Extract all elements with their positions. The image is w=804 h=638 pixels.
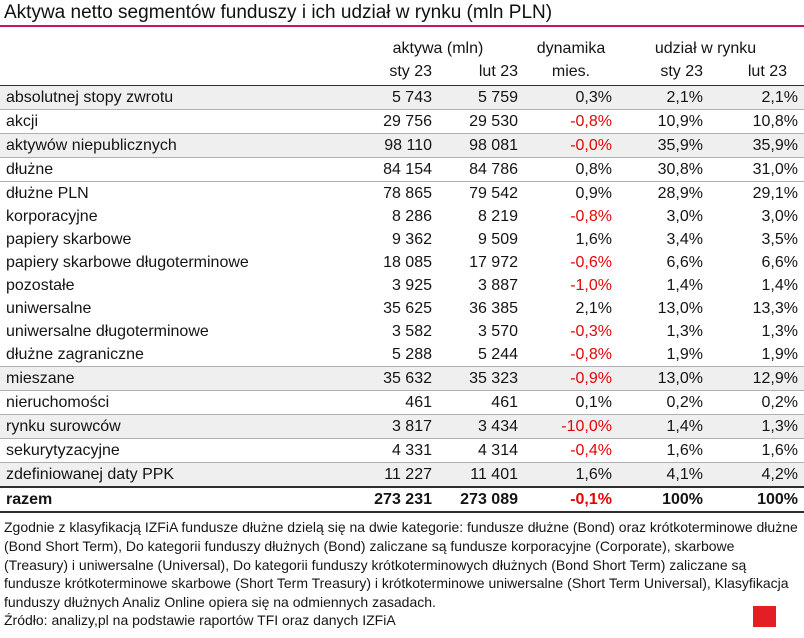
segment-name: pozostałe [6, 276, 75, 294]
aktywa-sty23-value: 35 632 [383, 369, 432, 387]
udzial-lut23-value: 1,6% [761, 441, 798, 459]
aktywa-sty23-value: 3 817 [391, 417, 432, 435]
table-row [0, 251, 804, 274]
table-row [0, 134, 804, 158]
segment-name: papiery skarbowe [6, 230, 132, 248]
udzial-sty23-value: 6,6% [666, 253, 703, 271]
aktywa-lut23-value: 4 314 [477, 441, 518, 459]
aktywa-sty23-value: 3 582 [391, 322, 432, 340]
segment-name: rynku surowców [6, 417, 121, 435]
table-row [0, 367, 804, 391]
udzial-sty23-value: 1,4% [666, 276, 703, 294]
segment-name: dłużne zagraniczne [6, 345, 144, 363]
segment-name: nieruchomości [6, 393, 110, 411]
aktywa-sty23-value: 78 865 [383, 184, 432, 202]
dynamika-mies-value: 1,6% [575, 230, 612, 248]
column-group-dynamika: dynamika [536, 40, 606, 57]
udzial-lut23-value: 29,1% [752, 184, 798, 202]
aktywa-sty23-value: 5 743 [391, 88, 432, 106]
column-header-dynamika-mies: mies. [551, 63, 591, 80]
dynamika-mies-value: -1,0% [570, 276, 612, 294]
udzial-lut23-value: 1,4% [761, 276, 798, 294]
udzial-lut23-value: 3,0% [761, 207, 798, 225]
udzial-sty23-value: 4,1% [666, 465, 703, 483]
aktywa-lut23-value: 35 323 [469, 369, 518, 387]
table-row [0, 463, 804, 488]
table-row [0, 297, 804, 320]
udzial-sty23-value: 30,8% [657, 160, 703, 178]
udzial-lut23-value: 12,9% [752, 369, 798, 387]
aktywa-lut23-value: 5 244 [477, 345, 518, 363]
column-group-udzial: udział w rynku [654, 40, 757, 57]
dynamika-mies-value: -0,8% [570, 207, 612, 225]
table-row [0, 320, 804, 343]
udzial-sty23-value: 13,0% [657, 369, 703, 387]
segment-name: akcji [6, 112, 39, 130]
udzial-sty23-value: 3,4% [666, 230, 703, 248]
udzial-lut23-value: 2,1% [761, 88, 798, 106]
dynamika-mies-value: -0,8% [570, 112, 612, 130]
udzial-sty23-value: 1,6% [666, 441, 703, 459]
udzial-sty23-value: 2,1% [666, 88, 703, 106]
aktywa-lut23-value: 11 401 [470, 465, 518, 483]
dynamika-mies-value: -10,0% [561, 417, 612, 435]
udzial-sty23-value: 1,9% [666, 345, 703, 363]
aktywa-lut23-value: 36 385 [469, 299, 518, 317]
udzial-lut23-value: 6,6% [761, 253, 798, 271]
udzial-lut23-value: 35,9% [752, 136, 798, 154]
udzial-sty23-value: 13,0% [657, 299, 703, 317]
header-spacer [0, 28, 352, 59]
aktywa-lut23-value: 3 434 [477, 417, 518, 435]
aktywa-sty23-value: 29 756 [383, 112, 432, 130]
table-row [0, 228, 804, 251]
udzial-lut23-value: 100% [757, 490, 798, 508]
segment-name: mieszane [6, 369, 75, 387]
aktywa-sty23-value: 9 362 [391, 230, 432, 248]
aktywa-sty23-value: 35 625 [383, 299, 432, 317]
aktywa-sty23-value: 84 154 [383, 160, 432, 178]
dynamika-mies-value: 2,1% [575, 299, 612, 317]
funds-table [0, 28, 804, 513]
aktywa-lut23-value: 9 509 [477, 230, 518, 248]
aktywa-sty23-value: 11 227 [384, 465, 432, 483]
udzial-lut23-value: 13,3% [752, 299, 798, 317]
aktywa-lut23-value: 79 542 [469, 184, 518, 202]
dynamika-mies-value: -0,1% [570, 490, 612, 508]
udzial-lut23-value: 10,8% [752, 112, 798, 130]
dynamika-mies-value: 0,3% [575, 88, 612, 106]
udzial-sty23-value: 1,3% [666, 322, 703, 340]
aktywa-lut23-value: 29 530 [469, 112, 518, 130]
udzial-lut23-value: 1,3% [761, 322, 798, 340]
table-row [0, 182, 804, 206]
segment-name: uniwersalne [6, 299, 92, 317]
dynamika-mies-value: -0,4% [570, 441, 612, 459]
udzial-lut23-value: 1,9% [761, 345, 798, 363]
table-header [0, 28, 804, 86]
aktywa-lut23-value: 8 219 [477, 207, 518, 225]
aktywa-sty23-value: 5 288 [391, 345, 432, 363]
segment-name: dłużne PLN [6, 184, 89, 202]
udzial-sty23-value: 3,0% [666, 207, 703, 225]
column-header-udzial-sty23: sty 23 [660, 63, 703, 80]
udzial-lut23-value: 0,2% [761, 393, 798, 411]
table-row [0, 205, 804, 228]
table-row [0, 86, 804, 110]
udzial-sty23-value: 0,2% [666, 393, 703, 411]
aktywa-lut23-value: 98 081 [469, 136, 518, 154]
table-body [0, 86, 804, 513]
udzial-sty23-value: 100% [662, 490, 703, 508]
aktywa-lut23-value: 3 570 [477, 322, 518, 340]
table-row-total [0, 487, 804, 512]
table-row [0, 110, 804, 134]
segment-name: sekurytyzacyjne [6, 441, 120, 459]
column-header-aktywa-lut23: lut 23 [478, 63, 518, 80]
table-row [0, 439, 804, 463]
dynamika-mies-value: 0,1% [575, 393, 612, 411]
dynamika-mies-value: -0,9% [570, 369, 612, 387]
udzial-lut23-value: 3,5% [761, 230, 798, 248]
table-row [0, 415, 804, 439]
aktywa-sty23-value: 8 286 [391, 207, 432, 225]
aktywa-lut23-value: 5 759 [477, 88, 518, 106]
segment-name: papiery skarbowe długoterminowe [6, 253, 249, 271]
source-line: Źródło: analizy,pl na podstawie raportów TFI oraz danych IZFiA [4, 612, 396, 628]
aktywa-sty23-value: 18 085 [383, 253, 432, 271]
column-group-aktywa: aktywa (mln) [392, 40, 484, 57]
column-header-udzial-lut23: lut 23 [747, 63, 787, 80]
segment-name: razem [6, 490, 53, 508]
aktywa-sty23-value: 461 [405, 393, 432, 411]
brand-logo-mark [753, 606, 776, 627]
udzial-lut23-value: 31,0% [752, 160, 798, 178]
dynamika-mies-value: -0,6% [570, 253, 612, 271]
header-spacer [0, 59, 352, 86]
dynamika-mies-value: -0,8% [570, 345, 612, 363]
table-row [0, 391, 804, 415]
segment-name: korporacyjne [6, 207, 98, 225]
aktywa-lut23-value: 17 972 [469, 253, 518, 271]
segment-name: dłużne [6, 160, 54, 178]
column-header-aktywa-sty23: sty 23 [389, 63, 432, 80]
table-row [0, 158, 804, 182]
udzial-sty23-value: 35,9% [657, 136, 703, 154]
udzial-lut23-value: 1,3% [761, 417, 798, 435]
aktywa-lut23-value: 3 887 [477, 276, 518, 294]
aktywa-lut23-value: 461 [491, 393, 518, 411]
title-accent-rule [0, 25, 804, 27]
aktywa-sty23-value: 4 331 [391, 441, 432, 459]
aktywa-sty23-value: 273 231 [374, 490, 432, 508]
dynamika-mies-value: -0,0% [570, 136, 612, 154]
udzial-lut23-value: 4,2% [761, 465, 798, 483]
segment-name: zdefiniowanej daty PPK [6, 465, 175, 483]
dynamika-mies-value: 1,6% [575, 465, 612, 483]
udzial-sty23-value: 10,9% [657, 112, 703, 130]
table-row [0, 274, 804, 297]
dynamika-mies-value: -0,3% [570, 322, 612, 340]
aktywa-lut23-value: 84 786 [469, 160, 518, 178]
segment-name: aktywów niepublicznych [6, 136, 177, 154]
footnote-text: Zgodnie z klasyfikacją IZFiA fundusze dłużne dzielą się na dwie kategorie: fundusze dłużne (Bond) oraz krótkoterminowe dłużne (Bond Short Term), Do kategorii funduszy dłużnych (Bond) zaliczane są fundusze korporacyjne (Corporate), skarbowe (Treasury) i uniwersalne (Universal), Do kategorii funduszy krótkoterminowych dłużnych (Bond Short Term) zaliczane są fundusze krótkoterminowe skarbowe (Short Term Treasury) i krótkoterminowe uniwersalne (Short Term Universal), Klasyfikacja funduszy dłużnych Analiz Online opiera się na odmiennych zasadach. [4, 519, 798, 611]
aktywa-lut23-value: 273 089 [460, 490, 518, 508]
udzial-sty23-value: 1,4% [666, 417, 703, 435]
aktywa-sty23-value: 3 925 [391, 276, 432, 294]
udzial-sty23-value: 28,9% [657, 184, 703, 202]
dynamika-mies-value: 0,8% [575, 160, 612, 178]
segment-name: absolutnej stopy zwrotu [6, 88, 174, 106]
table-row [0, 343, 804, 367]
dynamika-mies-value: 0,9% [575, 184, 612, 202]
aktywa-sty23-value: 98 110 [384, 136, 432, 154]
segment-name: uniwersalne długoterminowe [6, 322, 209, 340]
page-title: Aktywa netto segmentów funduszy i ich udział w rynku (mln PLN) [4, 2, 553, 23]
